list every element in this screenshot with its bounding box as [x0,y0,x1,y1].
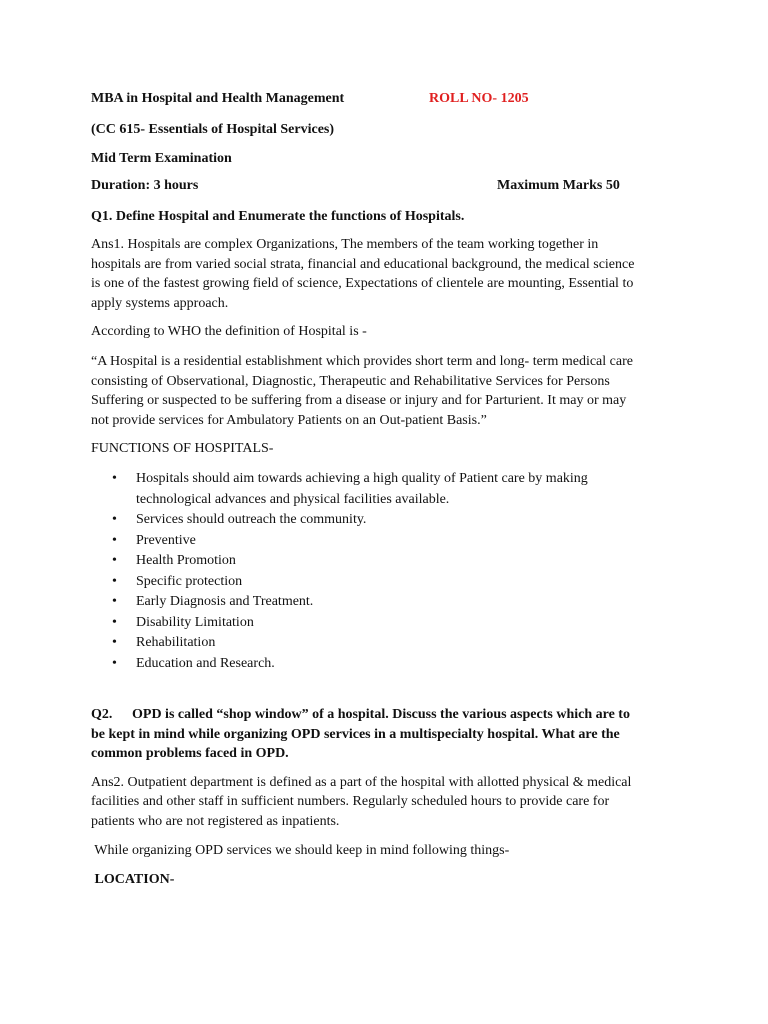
program-row [91,91,681,111]
list-item-text: technological advances and physical facilities available. [136,491,450,507]
q1-answer-line: Ans1. Hospitals are complex Organizations, The members of the team working together in [91,237,599,252]
list-item [91,572,681,593]
bullet-icon: • [112,553,117,568]
definition-line: consisting of Observational, Diagnostic, Therapeutic and Rehabilitative Services for Persons [91,373,610,389]
bullet-icon: • [112,635,117,650]
list-item [91,551,681,572]
exam-title: Mid Term Examination [91,151,232,166]
q2-question-line: OPD is called “shop window” of a hospital. Discuss the various aspects which are to [132,707,630,722]
q1-answer-line: hospitals are from varied social strata, financial and educational background, the medical science [91,256,635,272]
list-item [91,654,681,675]
q2-question-line: be kept in mind while organizing OPD services in a multispecialty hospital. What are the [91,726,620,742]
document-page [91,91,681,890]
list-item-text: Specific protection [136,573,243,589]
list-item [91,531,681,552]
q1-question: Q1. Define Hospital and Enumerate the functions of Hospitals. [91,209,465,224]
definition-line: “A Hospital is a residential establishment which provides short term and long- term medical care [91,354,633,369]
functions-list [91,469,681,674]
who-definition [91,352,681,430]
q1-answer-line: is one of the fastest growing field of science, Expectations of clientele are mounting, Essential to [91,276,634,291]
bullet-icon: • [112,532,117,548]
definition-line: Suffering or suspected to be suffering from a disease or injury and for Parturient. It may or may [91,393,627,408]
q2-question [91,705,681,764]
q2-answer-line: Ans2. Outpatient department is defined as a part of the hospital with allotted physical & medical [91,774,632,790]
list-item [91,469,681,510]
bullet-icon: • [112,512,117,527]
list-item-text: Preventive [136,532,196,548]
functions-heading: FUNCTIONS OF HOSPITALS- [91,441,274,456]
bullet-icon: • [112,655,117,671]
roll-number: ROLL NO- 1205 [429,91,529,106]
q2-answer-line: patients who are not registered as inpatients. [91,813,340,829]
bullet-icon: • [112,614,117,630]
bullet-icon: • [112,594,117,609]
who-intro: According to WHO the definition of Hospital is - [91,324,367,339]
list-item [91,613,681,634]
list-item-text: Early Diagnosis and Treatment. [136,594,314,609]
list-item [91,633,681,654]
opd-organizing-intro: While organizing OPD services we should keep in mind following things- [91,843,510,858]
maximum-marks: Maximum Marks 50 [497,178,620,193]
list-item-text: Hospitals should aim towards achieving a high quality of Patient care by making [136,471,588,486]
list-item-text: Rehabilitation [136,635,216,650]
q2-answer [91,773,681,832]
q2-answer-line: facilities and other staff in sufficient numbers. Regularly scheduled hours to provide care for [91,794,610,809]
bullet-icon: • [112,573,117,589]
bullet-icon: • [112,471,117,486]
location-heading: LOCATION- [91,872,175,887]
list-item-text: Health Promotion [136,553,236,568]
list-item-text: Disability Limitation [136,614,254,630]
q1-answer [91,235,681,313]
q2-question-line: common problems faced in OPD. [91,746,289,761]
q1-answer-line: apply systems approach. [91,295,229,311]
course-title: (CC 615- Essentials of Hospital Services) [91,122,335,137]
list-item [91,592,681,613]
list-item [91,510,681,531]
program-title: MBA in Hospital and Health Management [91,91,345,106]
list-item-text: Services should outreach the community. [136,512,367,527]
q2-number: Q2. [91,707,113,722]
duration-row [91,178,681,198]
duration: Duration: 3 hours [91,178,199,193]
definition-line: not provide services for Ambulatory Patients on an Out-patient Basis.” [91,412,487,428]
list-item-text: Education and Research. [136,655,275,671]
